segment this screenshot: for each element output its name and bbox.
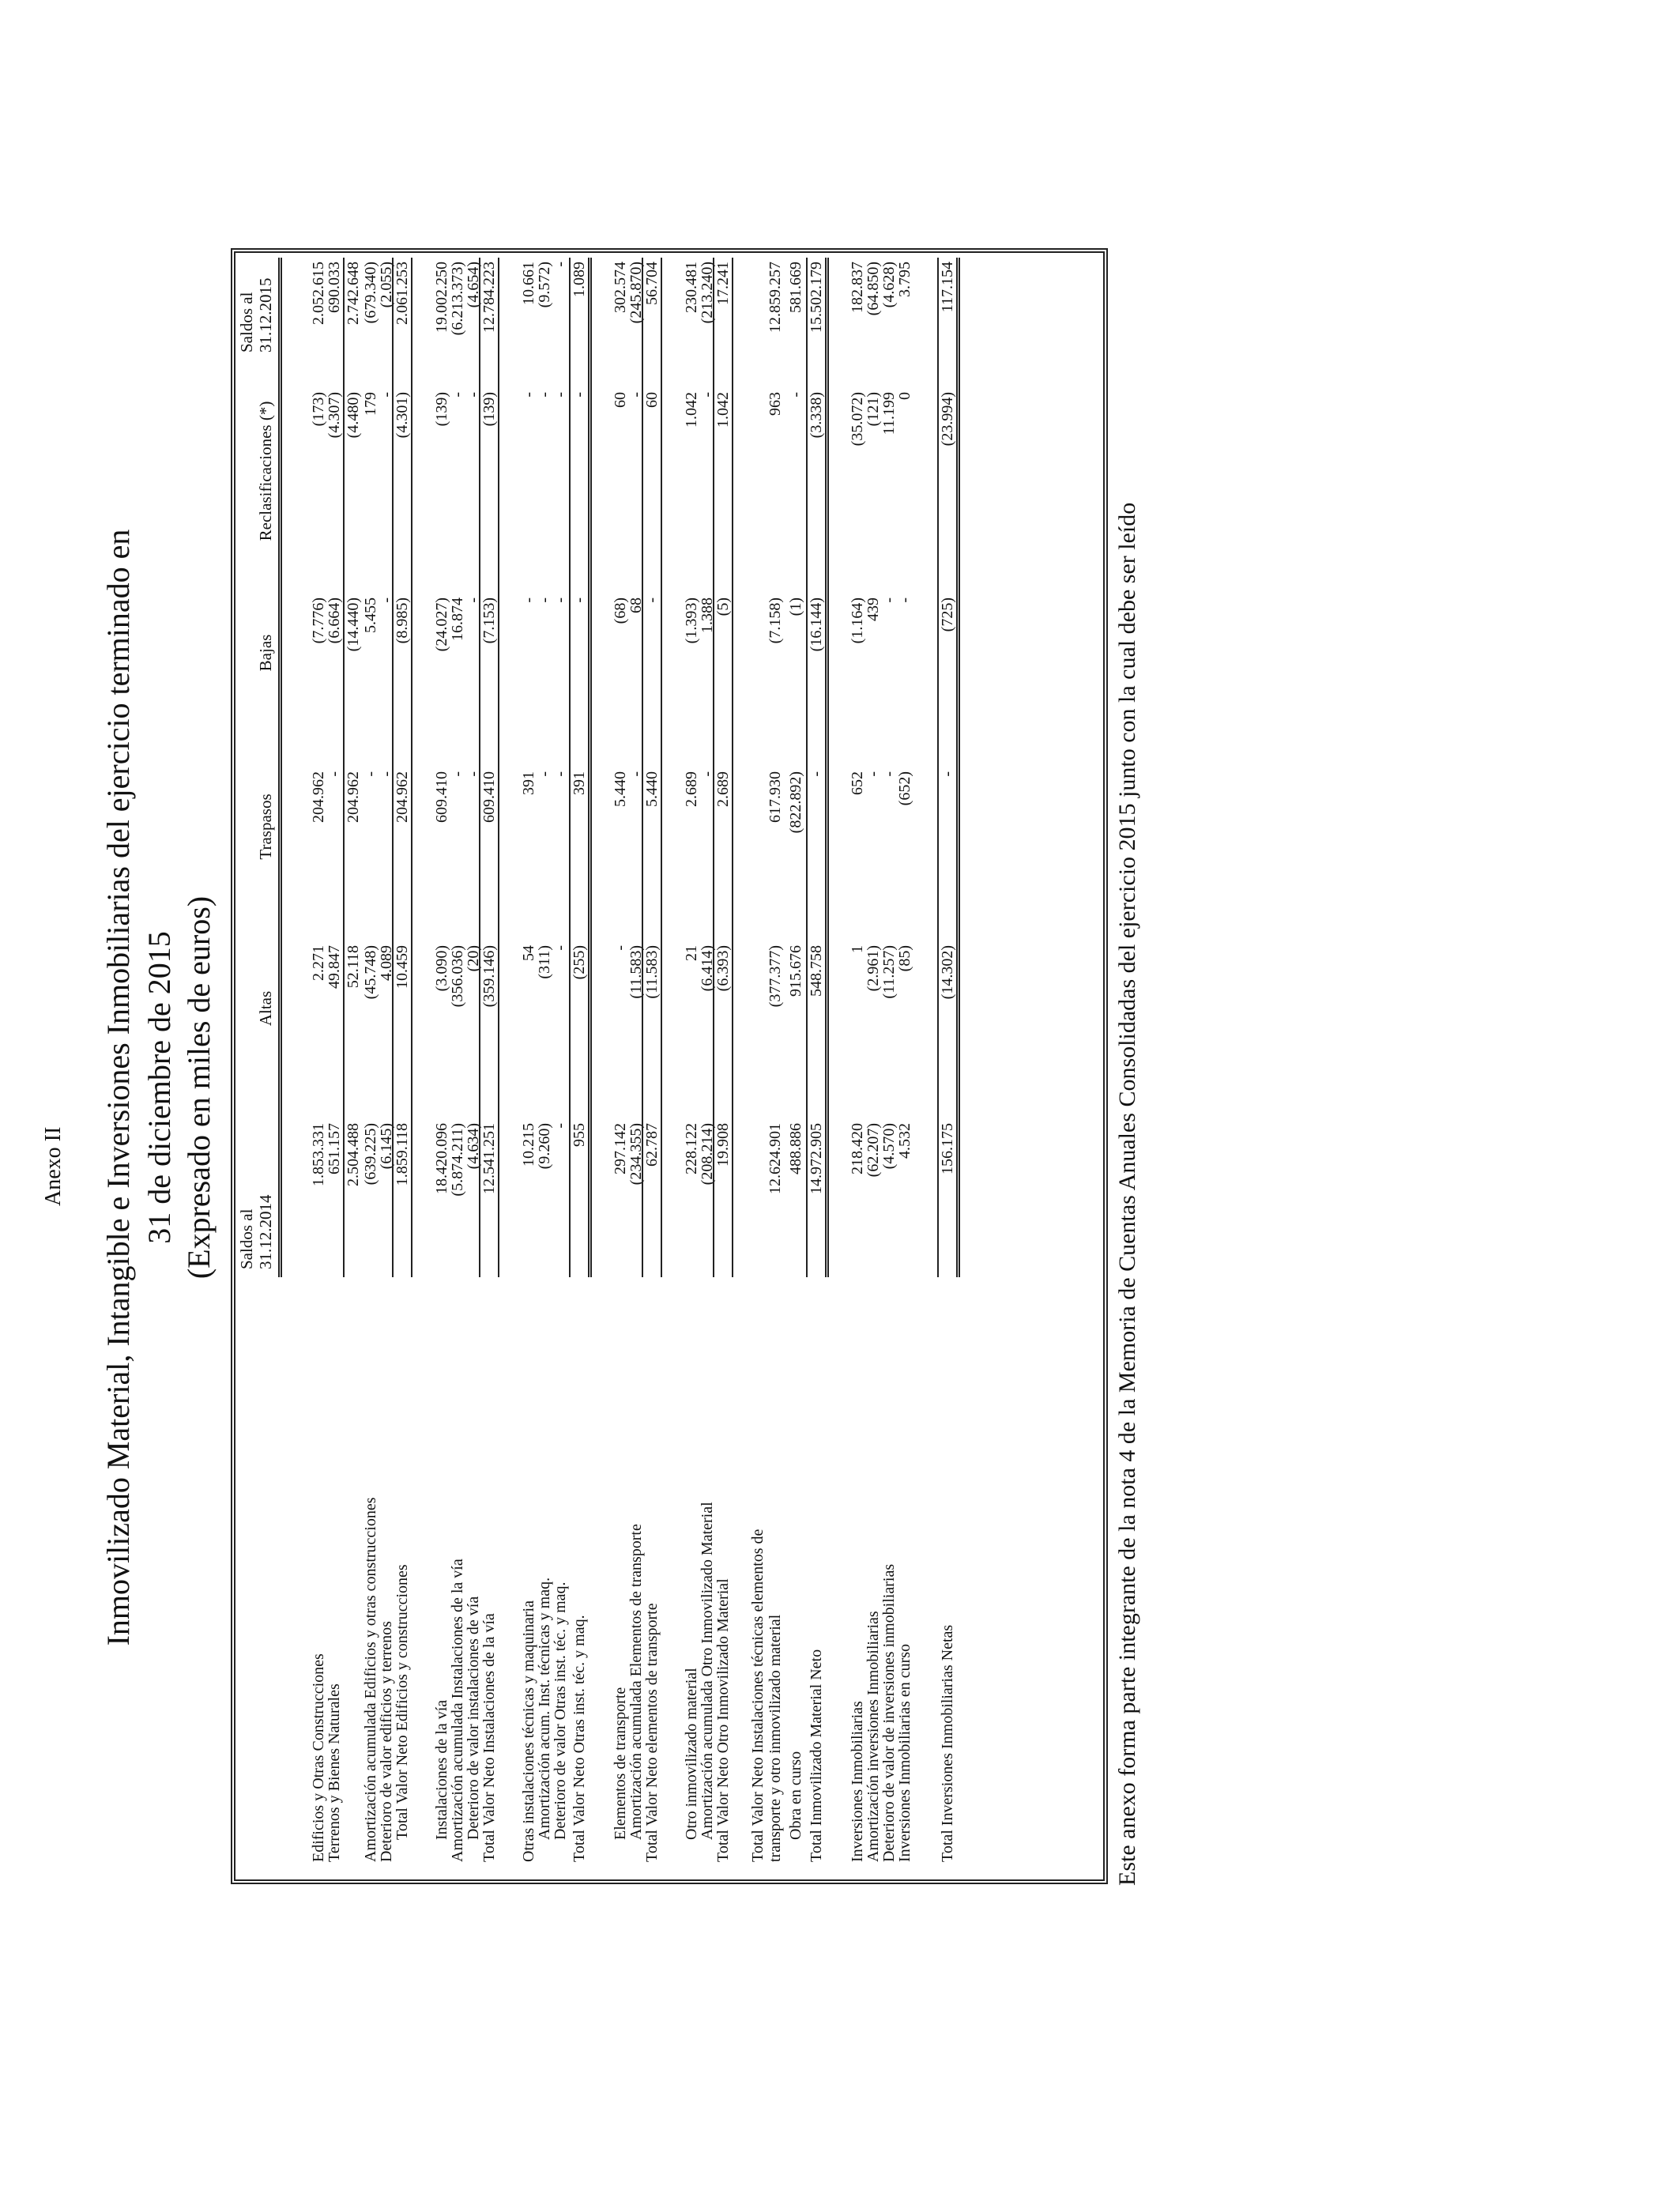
cell-trasp: 5.440 xyxy=(612,771,629,807)
cell-bajas: - xyxy=(571,598,588,603)
row-label: Inversiones Inmobiliarias xyxy=(849,1701,866,1862)
cell-s14: (4.634) xyxy=(465,1123,482,1170)
row-label: Total Inversiones Inmobiliarias Netas xyxy=(939,1624,956,1862)
cell-altas: (20) xyxy=(465,945,482,972)
cell-recl: 60 xyxy=(643,392,661,408)
cell-altas: (45.748) xyxy=(362,945,379,1000)
cell-s14: 156.175 xyxy=(939,1123,956,1174)
cell-altas: 1 xyxy=(849,945,866,953)
total-rule xyxy=(732,258,733,1277)
cell-altas: - xyxy=(552,945,569,951)
total-rule xyxy=(713,258,714,1277)
cell-altas: 4.089 xyxy=(378,945,395,981)
total-rule xyxy=(642,258,643,1277)
cell-bajas: (6.664) xyxy=(326,598,343,644)
cell-s14: (62.207) xyxy=(864,1123,882,1178)
cell-s15: (4.628) xyxy=(880,262,898,308)
cell-altas: (3.090) xyxy=(433,945,450,992)
cell-recl: 179 xyxy=(362,392,379,416)
cell-bajas: (68) xyxy=(612,598,629,624)
cell-bajas: 16.874 xyxy=(449,598,466,641)
cell-trasp: - xyxy=(939,771,956,777)
row-label: Total Valor Neto Instalaciones de la vía xyxy=(480,1613,498,1862)
total-rule xyxy=(956,258,960,1277)
cell-bajas: (8.985) xyxy=(394,598,411,644)
cell-trasp: - xyxy=(808,771,825,777)
row-label: Total Valor Neto Otras inst. téc. y maq. xyxy=(571,1615,588,1862)
cell-s14: 10.215 xyxy=(520,1123,537,1167)
cell-s15: 10.661 xyxy=(520,262,537,305)
row-label: Amortización acumulada Otro Inmovilizado Material xyxy=(699,1502,716,1840)
total-rule xyxy=(479,258,480,1277)
row-label: Deterioro de valor edificios y terrenos xyxy=(378,1621,395,1862)
cell-trasp: - xyxy=(552,771,569,777)
cell-s14: 955 xyxy=(571,1123,588,1147)
cell-bajas: 1.388 xyxy=(699,598,716,633)
cell-s15: 2.052.615 xyxy=(310,262,327,325)
cell-recl: - xyxy=(552,392,569,398)
cell-altas: (377.377) xyxy=(767,945,784,1008)
row-label: Deterioro de valor instalaciones de vía xyxy=(465,1596,482,1840)
cell-bajas: 439 xyxy=(864,598,882,621)
cell-bajas: - xyxy=(378,598,395,603)
cell-s15: (9.572) xyxy=(536,262,553,308)
cell-s14: (208.214) xyxy=(699,1123,716,1186)
col-head-saldo-2015-line1: Saldos al xyxy=(237,292,256,352)
cell-altas: - xyxy=(612,945,629,951)
cell-bajas: - xyxy=(465,598,482,603)
cell-trasp: - xyxy=(326,771,343,777)
cell-trasp: 652 xyxy=(849,771,866,795)
cell-s15: 182.837 xyxy=(849,262,866,313)
cell-s15: 3.795 xyxy=(896,262,913,297)
cell-s15: 581.669 xyxy=(787,262,804,313)
cell-trasp: 204.962 xyxy=(310,771,327,823)
cell-trasp: 391 xyxy=(571,771,588,795)
cell-s14: (639.225) xyxy=(362,1123,379,1186)
total-rule xyxy=(569,258,571,1277)
cell-altas: 10.459 xyxy=(394,945,411,989)
cell-recl: 1.042 xyxy=(683,392,700,428)
row-label: Terrenos y Bienes Naturales xyxy=(326,1683,343,1862)
page-title-date: 31 de diciembre de 2015 xyxy=(141,931,177,1244)
cell-trasp: - xyxy=(465,771,482,777)
cell-recl: - xyxy=(787,392,804,398)
cell-trasp: 609.410 xyxy=(480,771,498,823)
page-title-units: (Expresado en miles de euros) xyxy=(181,895,217,1280)
cell-s15: - xyxy=(552,262,569,267)
cell-bajas: - xyxy=(520,598,537,603)
col-head-reclasificaciones: Reclasificaciones (*) xyxy=(256,401,275,541)
cell-altas: 54 xyxy=(520,945,537,961)
cell-recl: (173) xyxy=(310,392,327,427)
cell-altas: (311) xyxy=(536,945,553,979)
total-rule xyxy=(498,258,499,1277)
cell-recl: (4.480) xyxy=(345,392,362,439)
cell-s15: 690.033 xyxy=(326,262,343,313)
cell-bajas: - xyxy=(896,598,913,603)
total-rule xyxy=(411,258,412,1277)
cell-s15: (6.213.373) xyxy=(449,262,466,336)
cell-s15: 19.002.250 xyxy=(433,262,450,333)
cell-s15: (245.870) xyxy=(627,262,645,324)
cell-altas: (14.302) xyxy=(939,945,956,1000)
cell-bajas: (7.158) xyxy=(767,598,784,644)
cell-bajas: - xyxy=(880,598,898,603)
total-rule xyxy=(937,258,939,1277)
cell-bajas: 5.455 xyxy=(362,598,379,633)
total-rule xyxy=(806,258,808,1277)
cell-recl: (35.072) xyxy=(849,392,866,447)
cell-bajas: (7.776) xyxy=(310,598,327,644)
col-head-traspasos: Traspasos xyxy=(256,794,275,860)
cell-s14: 488.886 xyxy=(787,1123,804,1174)
cell-trasp: - xyxy=(362,771,379,777)
cell-altas: (85) xyxy=(896,945,913,972)
cell-altas: (359.146) xyxy=(480,945,498,1008)
cell-bajas: - xyxy=(536,598,553,603)
cell-altas: 49.847 xyxy=(326,945,343,989)
cell-trasp: - xyxy=(378,771,395,777)
cell-altas: (11.583) xyxy=(643,945,661,999)
cell-altas: (255) xyxy=(571,945,588,980)
cell-s14: 1.859.118 xyxy=(394,1123,411,1186)
cell-s14: 14.972.905 xyxy=(808,1123,825,1194)
row-label: Total Valor Neto Edificios y construcciones xyxy=(394,1564,411,1840)
cell-recl: (121) xyxy=(864,392,882,427)
cell-s15: (4.654) xyxy=(465,262,482,308)
cell-s14: (6.145) xyxy=(378,1123,395,1170)
anexo-label: Anexo II xyxy=(41,1126,66,1206)
cell-bajas: (14.440) xyxy=(345,598,362,652)
row-label: Total Inmovilizado Material Neto xyxy=(808,1649,825,1862)
cell-altas: (11.257) xyxy=(880,945,898,999)
row-label: transporte y otro inmovilizado material xyxy=(767,1614,784,1862)
cell-s14: 651.157 xyxy=(326,1123,343,1174)
cell-recl: (139) xyxy=(480,392,498,427)
cell-recl: - xyxy=(520,392,537,398)
cell-altas: (6.414) xyxy=(699,945,716,992)
cell-recl: 1.042 xyxy=(714,392,732,428)
cell-s14: (5.874.211) xyxy=(449,1123,466,1197)
row-label: Elementos de transporte xyxy=(612,1687,629,1840)
cell-altas: (6.393) xyxy=(714,945,732,992)
cell-s15: 2.742.648 xyxy=(345,262,362,325)
cell-bajas: 68 xyxy=(627,598,645,613)
row-label: Instalaciones de la vía xyxy=(433,1699,450,1840)
footnote: Este anexo forma parte integrante de la nota 4 de la Memoria de Cuentas Anuales Consolidadas del ejercicio 2015 junto con la cual debe ser leído xyxy=(1114,502,1140,1886)
cell-bajas: (7.153) xyxy=(480,598,498,644)
col-head-saldo-2014-line2: 31.12.2014 xyxy=(256,1194,275,1269)
cell-s14: 2.504.488 xyxy=(345,1123,362,1186)
cell-bajas: (5) xyxy=(714,598,732,616)
cell-s15: 230.481 xyxy=(683,262,700,313)
cell-recl: - xyxy=(571,392,588,398)
col-head-saldo-2014 xyxy=(237,1111,275,1277)
row-label: Inversiones Inmobiliarias en curso xyxy=(896,1643,913,1862)
cell-s15: 12.784.223 xyxy=(480,262,498,333)
header-rule xyxy=(278,258,282,1277)
cell-s15: 1.089 xyxy=(571,262,588,297)
cell-altas: (11.583) xyxy=(627,945,645,999)
cell-s14: 218.420 xyxy=(849,1123,866,1174)
row-label: Otro inmovilizado material xyxy=(683,1668,700,1840)
cell-s14: 12.624.901 xyxy=(767,1123,784,1194)
cell-recl: - xyxy=(465,392,482,398)
cell-s15: 15.502.179 xyxy=(808,262,825,333)
row-label: Total Valor Neto Instalaciones técnicas elementos de xyxy=(749,1529,767,1862)
cell-bajas: - xyxy=(552,598,569,603)
cell-bajas: (725) xyxy=(939,598,956,632)
cell-s14: 228.122 xyxy=(683,1123,700,1174)
col-head-saldo-2014-line1: Saldos al xyxy=(237,1208,256,1269)
cell-trasp: - xyxy=(880,771,898,777)
cell-recl: - xyxy=(378,392,395,398)
row-label: Edificios y Otras Construcciones xyxy=(310,1653,327,1862)
cell-bajas: - xyxy=(643,598,661,603)
cell-bajas: (24.027) xyxy=(433,598,450,652)
cell-recl: 11.199 xyxy=(880,392,898,435)
cell-s14: (234.355) xyxy=(627,1123,645,1186)
cell-recl: - xyxy=(627,392,645,398)
row-label: Amortización acum. Inst. técnicas y maq. xyxy=(536,1577,553,1840)
cell-recl: - xyxy=(449,392,466,398)
row-label: Obra en curso xyxy=(787,1751,804,1840)
cell-s15: 56.704 xyxy=(643,262,661,305)
cell-s14: 1.853.331 xyxy=(310,1123,327,1186)
cell-trasp: (652) xyxy=(896,771,913,806)
cell-altas: (356.036) xyxy=(449,945,466,1008)
row-label: Total Valor Neto elementos de transporte xyxy=(643,1603,661,1862)
cell-recl: (3.338) xyxy=(808,392,825,439)
cell-trasp: 204.962 xyxy=(345,771,362,823)
cell-trasp: 609.410 xyxy=(433,771,450,823)
cell-recl: (4.301) xyxy=(394,392,411,439)
total-rule xyxy=(343,258,345,1277)
cell-s15: 117.154 xyxy=(939,262,956,313)
cell-s15: (2.055) xyxy=(378,262,395,308)
cell-trasp: 617.930 xyxy=(767,771,784,823)
cell-s14: 12.541.251 xyxy=(480,1123,498,1194)
total-rule xyxy=(588,258,592,1277)
cell-altas: (2.961) xyxy=(864,945,882,992)
cell-altas: 21 xyxy=(683,945,700,961)
row-label: Amortización inversiones Inmobiliarias xyxy=(864,1611,882,1862)
cell-s15: 17.241 xyxy=(714,262,732,305)
cell-recl: (139) xyxy=(433,392,450,427)
row-label: Amortización acumulada Instalaciones de la vía xyxy=(449,1559,466,1862)
col-head-saldo-2015 xyxy=(237,242,275,352)
cell-altas: 548.758 xyxy=(808,945,825,997)
cell-recl: (4.307) xyxy=(326,392,343,439)
cell-trasp: 2.689 xyxy=(683,771,700,807)
cell-trasp: 204.962 xyxy=(394,771,411,823)
cell-s15: (213.240) xyxy=(699,262,716,324)
cell-trasp: - xyxy=(864,771,882,777)
total-rule xyxy=(825,258,829,1277)
cell-altas: 2.271 xyxy=(310,945,327,981)
cell-s14: (4.570) xyxy=(880,1123,898,1170)
cell-recl: - xyxy=(536,392,553,398)
cell-s14: 297.142 xyxy=(612,1123,629,1174)
row-label: Otras instalaciones técnicas y maquinaria xyxy=(520,1600,537,1862)
cell-trasp: (822.892) xyxy=(787,771,804,834)
cell-altas: 915.676 xyxy=(787,945,804,997)
row-label: Deterioro de valor Otras inst. téc. y maq. xyxy=(552,1581,569,1840)
cell-s15: 302.574 xyxy=(612,262,629,313)
cell-trasp: 2.689 xyxy=(714,771,732,807)
cell-s14: 62.787 xyxy=(643,1123,661,1167)
row-label: Total Valor Neto Otro Inmovilizado Material xyxy=(714,1578,732,1862)
cell-trasp: - xyxy=(627,771,645,777)
cell-s14: - xyxy=(552,1123,569,1129)
cell-recl: 60 xyxy=(612,392,629,408)
cell-trasp: - xyxy=(536,771,553,777)
cell-s14: (9.260) xyxy=(536,1123,553,1170)
cell-recl: - xyxy=(699,392,716,398)
row-label: Amortización acumulada Edificios y otras construcciones xyxy=(362,1497,379,1862)
cell-trasp: - xyxy=(699,771,716,777)
cell-s14: 4.532 xyxy=(896,1123,913,1159)
cell-bajas: (1) xyxy=(787,598,804,616)
cell-s15: (64.850) xyxy=(864,262,882,316)
cell-s14: 19.908 xyxy=(714,1123,732,1167)
page-title: Inmovilizado Material, Intangible e Inversiones Inmobiliarias del ejercicio terminado en xyxy=(100,529,136,1646)
col-head-altas: Altas xyxy=(256,990,275,1027)
cell-s14: 18.420.096 xyxy=(433,1123,450,1194)
cell-s15: 2.061.253 xyxy=(394,262,411,325)
row-label: Deterioro de valor de inversiones inmobiliarias xyxy=(880,1563,898,1862)
cell-altas: 52.118 xyxy=(345,945,362,989)
col-head-saldo-2015-line2: 31.12.2015 xyxy=(256,277,275,352)
col-head-bajas: Bajas xyxy=(256,634,275,672)
cell-bajas: (16.144) xyxy=(808,598,825,652)
cell-trasp: 5.440 xyxy=(643,771,661,807)
cell-recl: 963 xyxy=(767,392,784,416)
cell-bajas: (1.164) xyxy=(849,598,866,644)
cell-recl: 0 xyxy=(896,392,913,400)
cell-trasp: - xyxy=(449,771,466,777)
cell-recl: (23.994) xyxy=(939,392,956,447)
cell-bajas: (1.393) xyxy=(683,598,700,644)
row-label: Amortización acumulada Elementos de transporte xyxy=(627,1524,645,1840)
cell-trasp: 391 xyxy=(520,771,537,795)
total-rule xyxy=(392,258,394,1277)
total-rule xyxy=(661,258,662,1277)
cell-s15: (679.340) xyxy=(362,262,379,324)
cell-s15: 12.859.257 xyxy=(767,262,784,333)
